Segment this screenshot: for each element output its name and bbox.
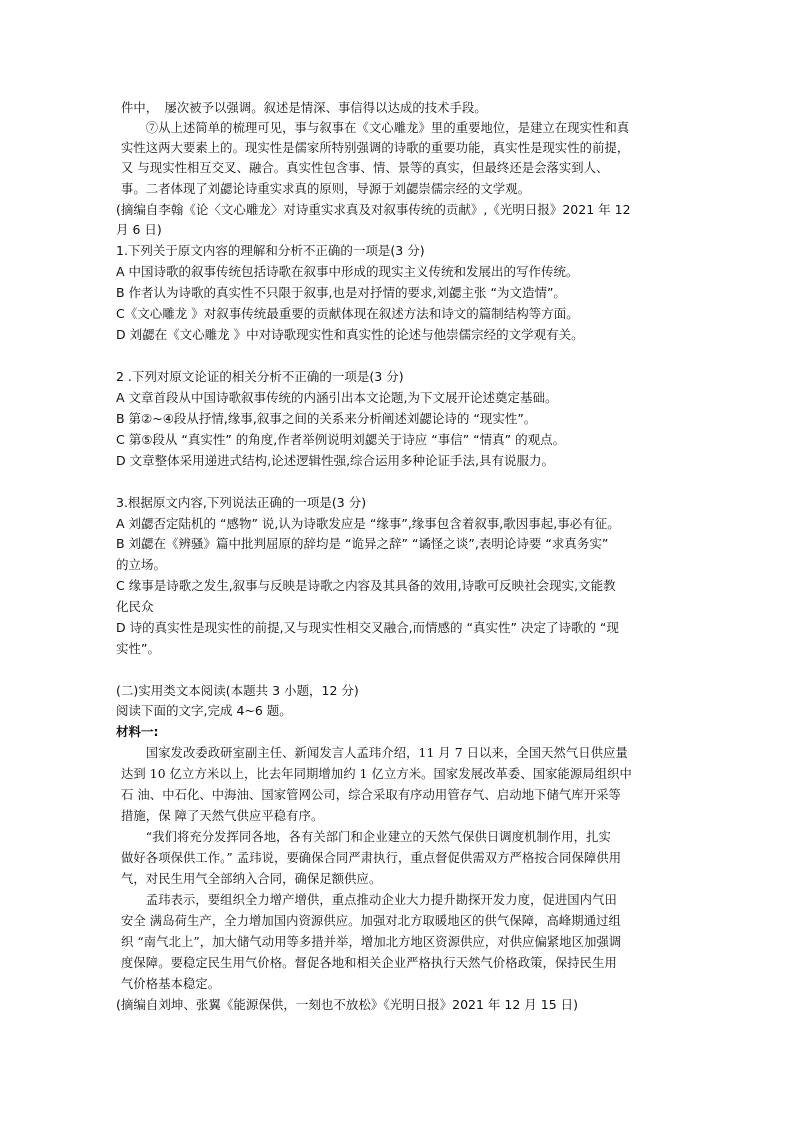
option-a: A 中国诗歌的叙事传统包括诗歌在叙事中形成的现实主义传统和发展出的写作传统。	[116, 264, 579, 279]
option-b: B 作者认为诗歌的真实性不只限于叙事,也是对抒情的要求,刘勰主张 “为文造情”。	[116, 285, 566, 300]
passage-source: 月 6 日)	[116, 222, 162, 237]
option-c: C 第⑤段从 “真实性” 的角度,作者举例说明刘勰关于诗应 “事信” “情真” 的观点。	[116, 432, 566, 447]
question-stem: 1.下列关于原文内容的理解和分析不正确的一项是(3 分)	[116, 243, 425, 258]
material-line: 孟玮表示，要组织全力增产增供，重点推动企业大力提升勘探开发力度，促进国内气田	[121, 893, 617, 907]
material-line: 气，对民生用气全部纳入合同，确保足额供应。	[121, 872, 382, 886]
option-d: D 诗的真实性是现实性的前提,又与现实性相交叉融合,而情感的 “真实性” 决定了诗歌的 “现	[116, 620, 619, 635]
option-b-cont: 的立场。	[116, 557, 167, 572]
option-c-cont: 化民众	[116, 599, 154, 614]
passage-line: 实性这两大要素上的。现实性是儒家所特别强调的诗歌的重要功能，真实性是现实性的前提，	[121, 141, 630, 155]
option-a: A 刘勰否定陆机的 “感物” 说,认为诗歌发应是 “缘事”,缘事包含着叙事,歌因事起,事必有征。	[116, 516, 620, 531]
material-line: 达到 10 亿立方米以上，比去年同期增加约 1 亿立方米。国家发展改革委、国家能源局组织中	[121, 767, 632, 781]
option-d: D 刘勰在《文心雕龙 》中对诗歌现实性和真实性的论述与他崇儒宗经的文学观有关。	[116, 327, 584, 342]
material-label: 材料一:	[116, 724, 159, 739]
option-b: B 第②~④段从抒情,缘事,叙事之间的关系来分析阐述刘勰论诗的 “现实性”。	[116, 411, 537, 426]
section-heading: (二)实用类文本阅读(本题共 3 小题，12 分)	[116, 683, 359, 698]
material-line: 安全 满岛荷生产，全力增加国内资源供应。加强对北方取暖地区的供气保障，高峰期通过组	[121, 914, 621, 928]
section-instruction: 阅读下面的文字,完成 4~6 题。	[116, 703, 292, 718]
passage-line: 件中， 屡次被予以强调。叙述是情深、事信得以达成的技术手段。	[121, 101, 487, 115]
option-d-cont: 实性”。	[116, 641, 160, 656]
option-a: A 文章首段从中国诗歌叙事传统的内涵引出本文论题,为下文展开论述奠定基础。	[116, 390, 558, 405]
material-line: 做好各项保供工作。” 孟玮说，要确保合同严肃执行，重点督促供需双方严格按合同保障供用	[121, 851, 622, 865]
option-c: C《文心雕龙 》对叙事传统最重要的贡献体现在叙述方法和诗文的篇制结构等方面。	[116, 306, 579, 321]
material-source: (摘编自刘坤、张翼《能源保供，一刻也不放松》《光明日报》2021 年 12 月 15 日)	[116, 997, 578, 1012]
passage-line: 又 与现实性相互交叉、融合。真实性包含事、情、景等的真实，但最终还是会落实到人、	[121, 161, 609, 175]
material-line: 度保障。要稳定民生用气价格。督促各地和相关企业严格执行天然气价格政策，保持民生用	[121, 956, 617, 970]
material-line: 措施，保 障了天然气供应平稳有序。	[121, 809, 324, 823]
passage-line: ⑦从上述简单的梳理可见，事与叙事在《文心雕龙》里的重要地位，是建立在现实性和真	[121, 121, 630, 135]
option-d: D 文章整体采用递进式结构,论述逻辑性强,综合运用多种论证手法,具有说服力。	[116, 453, 555, 468]
material-line: “我们将充分发挥同各地，各有关部门和企业建立的天然气保供日调度机制作用，扎实	[121, 830, 611, 844]
passage-line: 事。二者体现了刘勰论诗重实求真的原则，导源于刘勰崇儒宗经的文学观。	[121, 182, 531, 196]
question-stem: 2 .下列对原文论证的相关分析不正确的一项是(3 分)	[116, 369, 404, 384]
option-b: B 刘勰在《辨骚》篇中批判屈原的辞均是 “诡异之辞” “谲怪之谈”,表明论诗要 “求真务实”	[116, 536, 609, 551]
material-line: 气价格基本稳定。	[121, 977, 221, 991]
material-line: 石 油、中石化、中海油、国家管网公司，综合采取有序动用管存气、启动地下储气库开采等	[121, 788, 621, 802]
option-c: C 缘事是诗歌之发生,叙事与反映是诗歌之内容及其具备的效用,诗歌可反映社会现实,文能教	[116, 578, 616, 593]
material-line: 国家发改委政研室副主任、新闻发言人孟玮介绍，11 月 7 日以来，全国天然气日供应量	[121, 746, 628, 760]
question-stem: 3.根据原文内容,下列说法正确的一项是(3 分)	[116, 495, 367, 510]
material-line: 织 “南气北上”，加大储气动用等多措并举，增加北方地区资源供应，对供应偏紧地区加强调	[121, 935, 622, 949]
passage-source: (摘编自李翰《论〈文心雕龙〉对诗重实求真及对叙事传统的贡献》,《光明日报》2021 年 12	[116, 202, 631, 217]
